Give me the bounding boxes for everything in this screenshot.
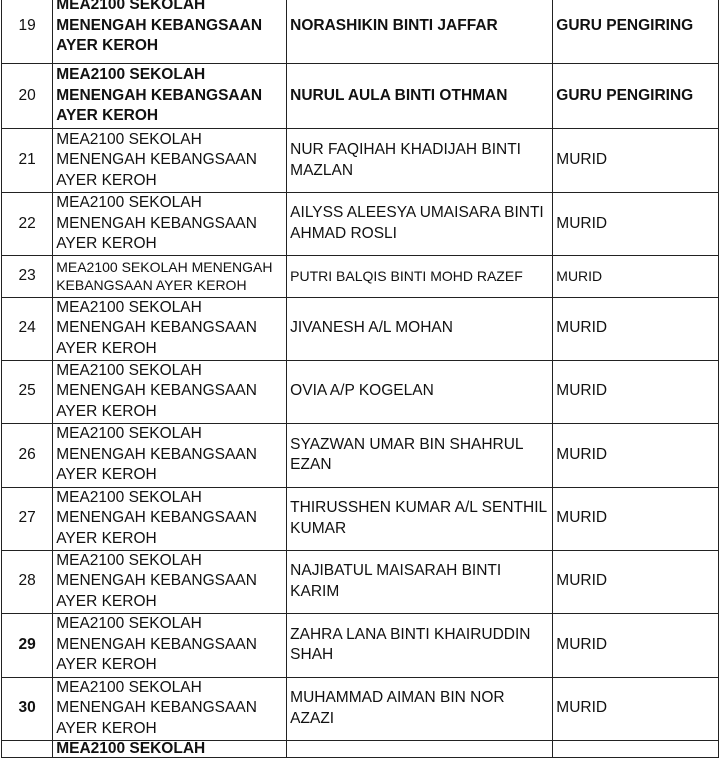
row-number: 20 [2,64,53,129]
table-row [2,0,719,64]
school-cell: MEA2100 SEKOLAH MENENGAH KEBANGSAAN AYER KEROH [53,193,287,256]
school-cell: MEA2100 SEKOLAH MENENGAH KEBANGSAAN AYER KEROH [53,297,287,360]
table-row [2,360,719,423]
name-cell: THIRUSSHEN KUMAR A/L SENTHIL KUMAR [287,487,553,550]
role-cell: MURID [553,129,719,193]
name-cell: NORASHIKIN BINTI JAFFAR [287,0,553,64]
school-cell: MEA2100 SEKOLAH [53,740,287,757]
name-cell: MUHAMMAD AIMAN BIN NOR AZAZI [287,677,553,740]
row-number: 30 [2,677,53,740]
role-cell: MURID [553,613,719,677]
school-cell: MEA2100 SEKOLAH MENENGAH KEBANGSAAN AYER KEROH [53,487,287,550]
table-row-partial [2,740,719,757]
row-number: 24 [2,297,53,360]
name-cell: NUR FAQIHAH KHADIJAH BINTI MAZLAN [287,129,553,193]
table-row [2,193,719,256]
role-cell: MURID [553,423,719,487]
table-row [2,613,719,677]
school-cell: MEA2100 SEKOLAH MENENGAH KEBANGSAAN AYER KEROH [53,677,287,740]
school-cell: MEA2100 SEKOLAH MENENGAH KEBANGSAAN AYER KEROH [53,360,287,423]
participant-table [1,0,719,758]
name-cell: AILYSS ALEESYA UMAISARA BINTI AHMAD ROSLI [287,193,553,256]
name-cell: OVIA A/P KOGELAN [287,360,553,423]
table-row [2,64,719,129]
row-number: 21 [2,129,53,193]
row-number: 22 [2,193,53,256]
table-row [2,487,719,550]
table-row [2,129,719,193]
name-cell [287,740,553,757]
table-row [2,255,719,297]
name-cell: JIVANESH A/L MOHAN [287,297,553,360]
role-cell [553,740,719,757]
school-cell: MEA2100 SEKOLAH MENENGAH KEBANGSAAN AYER KEROH [53,64,287,129]
name-cell: PUTRI BALQIS BINTI MOHD RAZEF [287,255,553,297]
school-cell: MEA2100 SEKOLAH MENENGAH KEBANGSAAN AYER KEROH [53,613,287,677]
row-number: 19 [2,0,53,64]
name-cell: SYAZWAN UMAR BIN SHAHRUL EZAN [287,423,553,487]
role-cell: MURID [553,677,719,740]
row-number: 23 [2,255,53,297]
role-cell: MURID [553,297,719,360]
role-cell: MURID [553,193,719,256]
table-row [2,550,719,613]
row-number: 28 [2,550,53,613]
school-cell: MEA2100 SEKOLAH MENENGAH KEBANGSAAN AYER KEROH [53,550,287,613]
row-number: 26 [2,423,53,487]
role-cell: MURID [553,487,719,550]
name-cell: NAJIBATUL MAISARAH BINTI KARIM [287,550,553,613]
row-number: 27 [2,487,53,550]
school-cell: MEA2100 SEKOLAH MENENGAH KEBANGSAAN AYER KEROH [53,255,287,297]
role-cell: GURU PENGIRING [553,0,719,64]
role-cell: MURID [553,550,719,613]
row-number: 25 [2,360,53,423]
name-cell: NURUL AULA BINTI OTHMAN [287,64,553,129]
row-number [2,740,53,757]
school-cell: MEA2100 SEKOLAH MENENGAH KEBANGSAAN AYER KEROH [53,129,287,193]
role-cell: GURU PENGIRING [553,64,719,129]
table-row [2,423,719,487]
table-row [2,677,719,740]
school-cell: MEA2100 SEKOLAH MENENGAH KEBANGSAAN AYER KEROH [53,0,287,64]
role-cell: MURID [553,255,719,297]
name-cell: ZAHRA LANA BINTI KHAIRUDDIN SHAH [287,613,553,677]
role-cell: MURID [553,360,719,423]
school-cell: MEA2100 SEKOLAH MENENGAH KEBANGSAAN AYER KEROH [53,423,287,487]
table-row [2,297,719,360]
row-number: 29 [2,613,53,677]
